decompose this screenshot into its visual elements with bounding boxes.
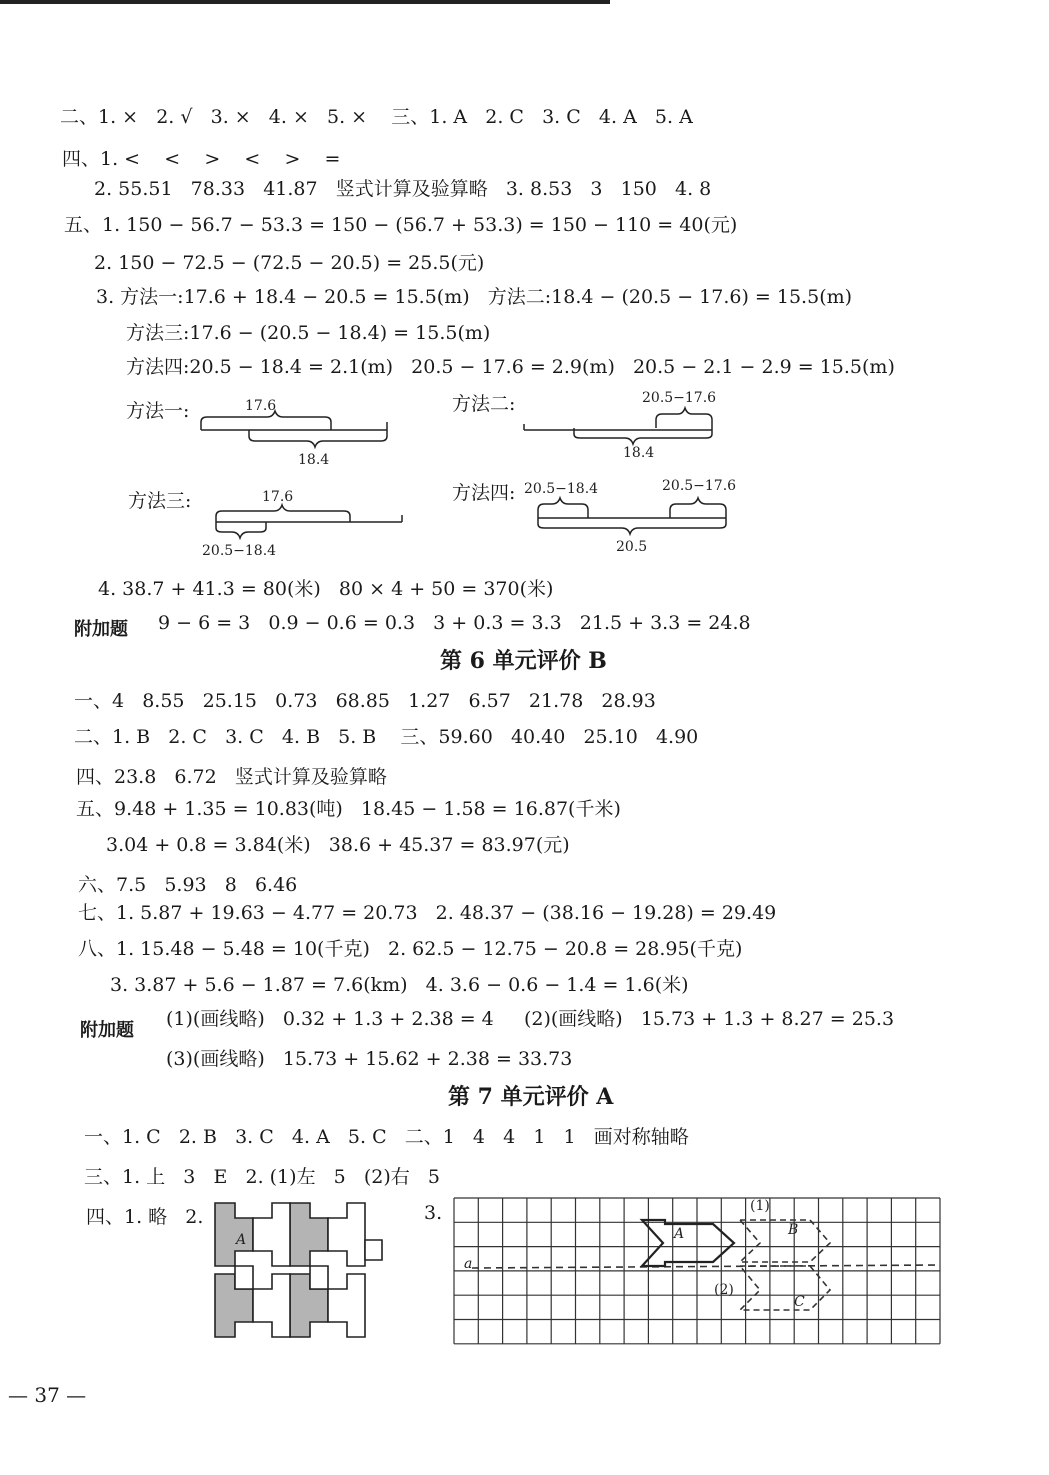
method2-bottom-label: 18.4: [623, 445, 655, 461]
unit7-line-3: 三、1. 上 3 E 2. (1)左 5 (2)右 5: [84, 1166, 441, 1188]
unit6-line-8a: 八、1. 15.48 − 5.48 = 10(千克) 2. 62.5 − 12.75 − 20.8 = 28.95(千克): [78, 938, 743, 960]
answer-line-5-4: 4. 38.7 + 41.3 = 80(米) 80 × 4 + 50 = 370(米): [98, 578, 554, 600]
method3-bottom-label: 20.5−18.4: [202, 543, 277, 559]
tiling-pattern-figure: [212, 1200, 387, 1342]
grid-marker-2: (2): [714, 1282, 734, 1298]
translation-grid-figure: [450, 1186, 955, 1348]
method3-diagram: [202, 482, 410, 562]
answer-line-2-3: 二、1. × 2. √ 3. × 4. × 5. × 三、1. A 2. C 3. C 4. A 5. A: [60, 106, 693, 128]
answer-line-method3: 方法三:17.6 − (20.5 − 18.4) = 15.5(m): [126, 322, 491, 344]
unit7-title: 第 7 单元评价 A: [448, 1084, 614, 1110]
answer-line-method4: 方法四:20.5 − 18.4 = 2.1(m) 20.5 − 17.6 = 2.9(m) 20.5 − 2.1 − 2.9 = 15.5(m): [126, 356, 895, 378]
answer-line-5-1: 五、1. 150 − 56.7 − 53.3 = 150 − (56.7 + 53.3) = 150 − 110 = 40(元): [64, 214, 738, 236]
q3-label: 3.: [424, 1202, 443, 1224]
unit6-extra-line-2: (3)(画线略) 15.73 + 15.62 + 2.38 = 33.73: [166, 1048, 573, 1070]
unit6-line-7: 七、1. 5.87 + 19.63 − 4.77 = 20.73 2. 48.37 − (38.16 − 19.28) = 29.49: [78, 902, 777, 924]
method2-top-label: 20.5−17.6: [642, 390, 717, 406]
method4-top-right-label: 20.5−17.6: [662, 478, 737, 494]
unit6-line-4: 四、23.8 6.72 竖式计算及验算略: [76, 766, 387, 788]
unit6-line-5a: 五、9.48 + 1.35 = 10.83(吨) 18.45 − 1.58 = 16.87(千米): [76, 798, 621, 820]
method1-label: 方法一:: [126, 400, 190, 422]
grid-shape-label-c: C: [794, 1294, 805, 1310]
page-number: — 37 —: [8, 1383, 87, 1407]
unit6-line-5b: 3.04 + 0.8 = 3.84(米) 38.6 + 45.37 = 83.97(元): [106, 834, 570, 856]
method3-label: 方法三:: [128, 490, 192, 512]
method1-top-label: 17.6: [245, 398, 277, 414]
unit6-extra-label: 附加题: [80, 1020, 134, 1041]
unit6-extra-line-1: (1)(画线略) 0.32 + 1.3 + 2.38 = 4 (2)(画线略) 15.73 + 1.3 + 8.27 = 25.3: [166, 1008, 895, 1030]
unit7-line-1: 一、1. C 2. B 3. C 4. A 5. C 二、1 4 4 1 1 画对称轴略: [84, 1126, 689, 1148]
unit6-line-8b: 3. 3.87 + 5.6 − 1.87 = 7.6(km) 4. 3.6 − 0.6 − 1.4 = 1.6(米): [110, 974, 689, 996]
extra-question-label: 附加题: [74, 619, 128, 640]
unit6-line-2: 二、1. B 2. C 3. C 4. B 5. B 三、59.60 40.40 25.10 4.90: [74, 726, 699, 748]
grid-marker-1: (1): [750, 1198, 770, 1214]
answer-line-4-2: 2. 55.51 78.33 41.87 竖式计算及验算略 3. 8.53 3 150 4. 8: [94, 178, 712, 200]
method4-label: 方法四:: [452, 482, 516, 504]
method1-bottom-label: 18.4: [298, 452, 330, 468]
method3-top-label: 17.6: [262, 489, 294, 505]
answer-line-5-2: 2. 150 − 72.5 − (72.5 − 20.5) = 25.5(元): [94, 252, 485, 274]
method2-label: 方法二:: [452, 393, 516, 415]
grid-shape-label-a: A: [674, 1226, 685, 1242]
method1-diagram: [195, 392, 395, 472]
grid-axis-label-a: a: [464, 1256, 473, 1272]
method4-bottom-label: 20.5: [616, 539, 648, 555]
answer-line-5-3: 3. 方法一:17.6 + 18.4 − 20.5 = 15.5(m) 方法二:18.4 − (20.5 − 17.6) = 15.5(m): [96, 286, 853, 308]
unit6-title: 第 6 单元评价 B: [440, 648, 607, 674]
unit7-line-4: 四、1. 略 2.: [86, 1206, 204, 1228]
unit6-line-6: 六、7.5 5.93 8 6.46: [78, 874, 298, 896]
answer-line-4-1: 四、1. < < > < > =: [62, 148, 341, 170]
extra-question-answer: 9 − 6 = 3 0.9 − 0.6 = 0.3 3 + 0.3 = 3.3 21.5 + 3.3 = 24.8: [158, 612, 751, 634]
unit6-line-1: 一、4 8.55 25.15 0.73 68.85 1.27 6.57 21.78 28.93: [74, 690, 656, 712]
method4-top-left-label: 20.5−18.4: [524, 481, 599, 497]
method4-diagram: [520, 474, 740, 556]
method2-diagram: [520, 384, 720, 464]
tiling-label-a: A: [236, 1232, 247, 1248]
grid-shape-label-b: B: [788, 1222, 799, 1238]
top-edge-bar: [0, 0, 610, 4]
